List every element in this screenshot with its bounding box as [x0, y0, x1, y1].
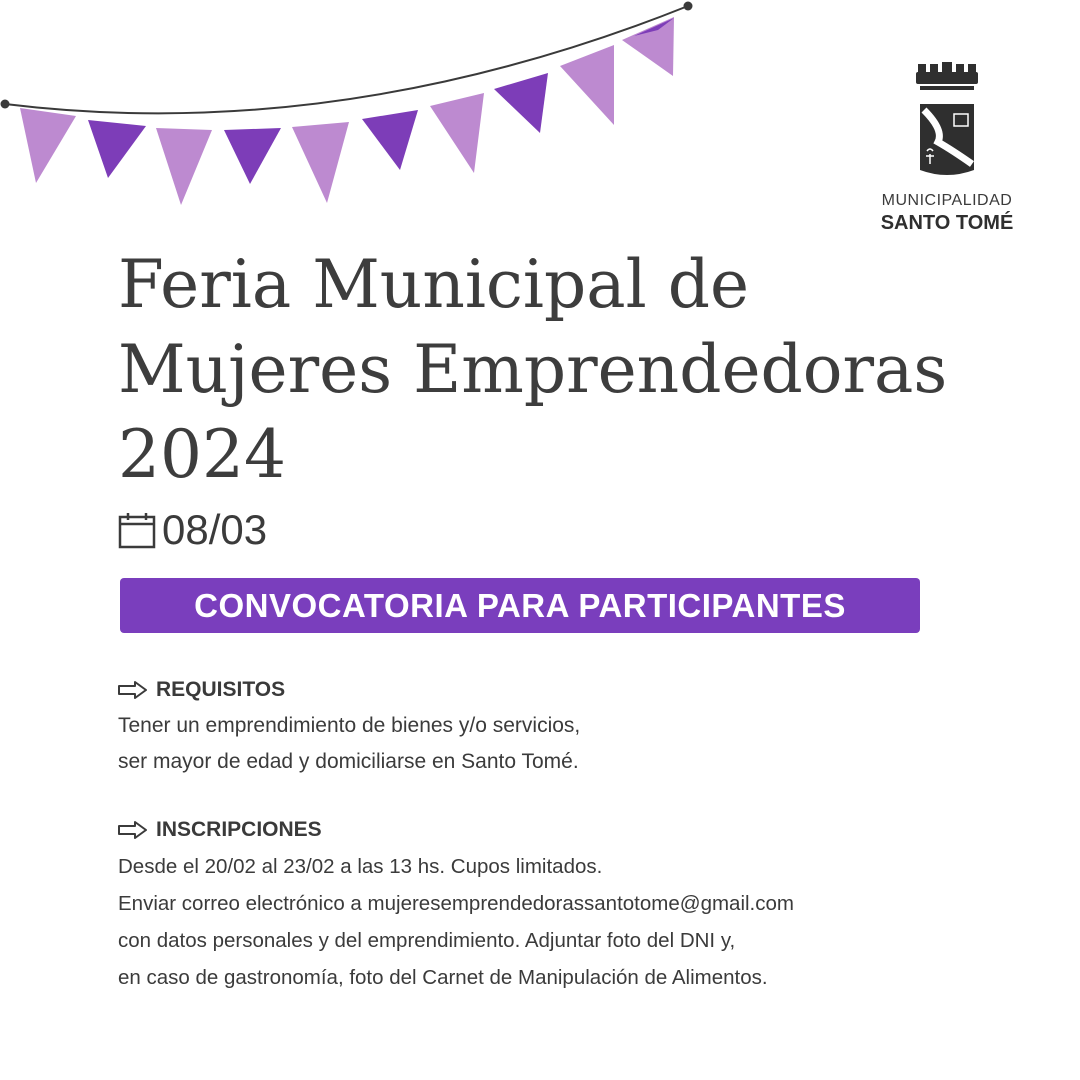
bunting-flag	[622, 17, 674, 76]
title-line-3: 2024	[118, 416, 286, 493]
registration-section	[118, 818, 794, 996]
municipal-logo	[862, 58, 1032, 235]
requirements-line: ser mayor de edad y domiciliarse en Santo Tomé.	[118, 750, 579, 773]
requirements-section	[118, 678, 580, 780]
arrow-right-icon	[118, 821, 148, 839]
arrow-right-icon	[118, 681, 148, 699]
bunting-flag	[20, 108, 76, 183]
title-line-2: Mujeres Emprendedoras	[118, 331, 948, 408]
bunting-flag	[430, 93, 484, 173]
bunting-pin-left	[1, 100, 10, 109]
registration-line: con datos personales y del emprendimiento. Adjuntar foto del DNI y,	[118, 929, 736, 952]
registration-line: Desde el 20/02 al 23/02 a las 13 hs. Cupos limitados.	[118, 855, 603, 878]
logo-text-santo-tome: SANTO TOMÉ	[880, 212, 1014, 234]
title-line-1: Feria Municipal de	[118, 246, 749, 323]
banner-text: CONVOCATORIA PARA PARTICIPANTES	[194, 586, 846, 624]
call-for-participants-banner	[120, 578, 920, 633]
bunting-flag	[224, 128, 281, 184]
date-text: 08/03	[162, 506, 268, 553]
bunting-garland	[0, 0, 700, 215]
bunting-flag	[494, 73, 548, 133]
requirements-body	[118, 708, 580, 780]
requirements-heading-row	[118, 678, 580, 702]
page-title	[118, 242, 1018, 497]
bunting-flag	[88, 120, 146, 178]
bunting-flag	[362, 110, 418, 170]
bunting-pin-right	[684, 2, 693, 11]
logo-text-municipalidad: MUNICIPALIDAD	[881, 192, 1013, 209]
registration-line: en caso de gastronomía, foto del Carnet de Manipulación de Alimentos.	[118, 966, 768, 989]
event-date	[118, 506, 267, 554]
registration-heading: INSCRIPCIONES	[156, 818, 322, 841]
registration-heading-row	[118, 818, 794, 842]
crest-icon	[914, 58, 980, 178]
bunting-flag	[156, 128, 212, 205]
calendar-icon	[118, 511, 156, 549]
registration-body	[118, 848, 794, 996]
bunting-flag	[292, 122, 349, 203]
requirements-line: Tener un emprendimiento de bienes y/o servicios,	[118, 714, 581, 737]
requirements-heading: REQUISITOS	[156, 678, 286, 701]
registration-line: Enviar correo electrónico a mujeresemprendedorassantotome@gmail.com	[118, 892, 794, 915]
bunting-flag	[560, 45, 614, 125]
